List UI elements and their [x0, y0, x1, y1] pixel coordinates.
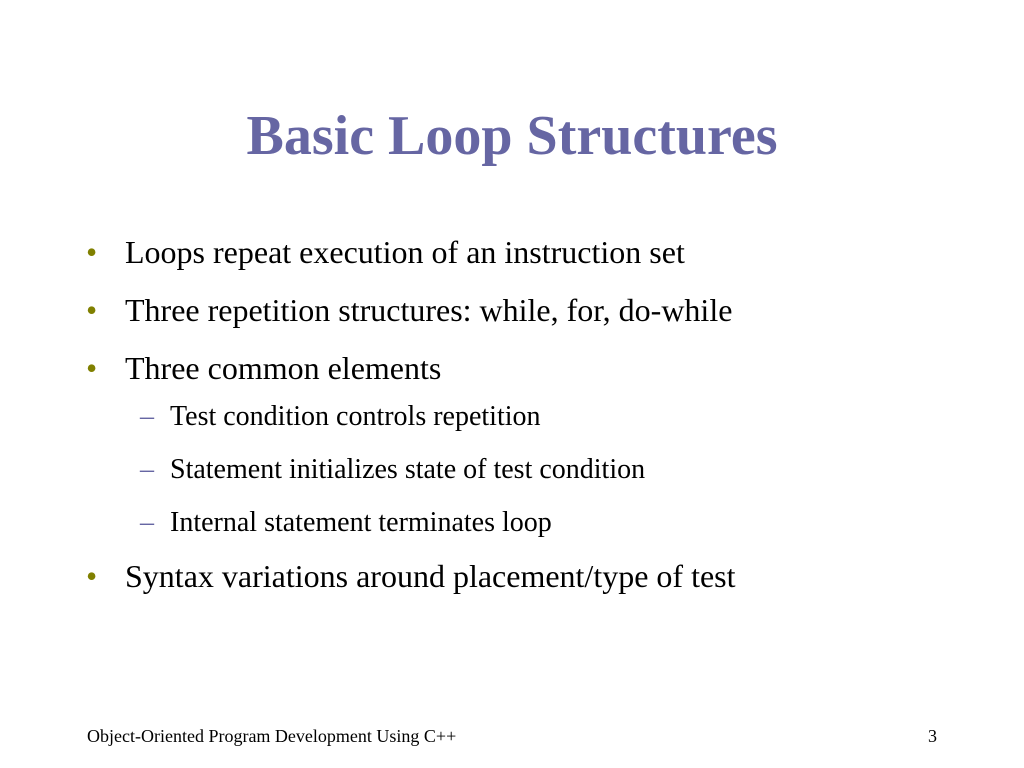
sub-bullet-text: Statement initializes state of test condition	[170, 454, 646, 485]
sub-bullet-item	[0, 396, 1024, 438]
bullet-text: Loops repeat execution of an instruction set	[125, 234, 685, 270]
sub-bullet-item	[0, 449, 1024, 491]
sub-bullet-text: Test condition controls repetition	[170, 401, 541, 432]
bullet-text: Three repetition structures: while, for, do-while	[125, 292, 733, 328]
bullet-marker: •	[86, 558, 98, 594]
bullet-text: Syntax variations around placement/type of test	[125, 558, 736, 594]
footer-course-title: Object-Oriented Program Development Using C++	[87, 726, 457, 746]
footer-page-number: 3	[928, 726, 937, 746]
bullet-text: Three common elements	[125, 350, 442, 386]
sub-bullet-marker: –	[140, 454, 154, 485]
bullet-list	[0, 228, 1024, 610]
bullet-marker: •	[86, 292, 98, 328]
sub-bullet-marker: –	[140, 507, 154, 538]
slide-title: Basic Loop Structures	[246, 105, 778, 167]
sub-bullet-text: Internal statement terminates loop	[170, 507, 552, 538]
sub-bullet-item	[0, 502, 1024, 544]
bullet-marker: •	[86, 234, 98, 270]
bullet-marker: •	[86, 350, 98, 386]
bullet-item	[0, 552, 1024, 600]
sub-bullet-marker: –	[140, 401, 154, 432]
bullet-item	[0, 344, 1024, 392]
bullet-item	[0, 286, 1024, 334]
bullet-item	[0, 228, 1024, 276]
